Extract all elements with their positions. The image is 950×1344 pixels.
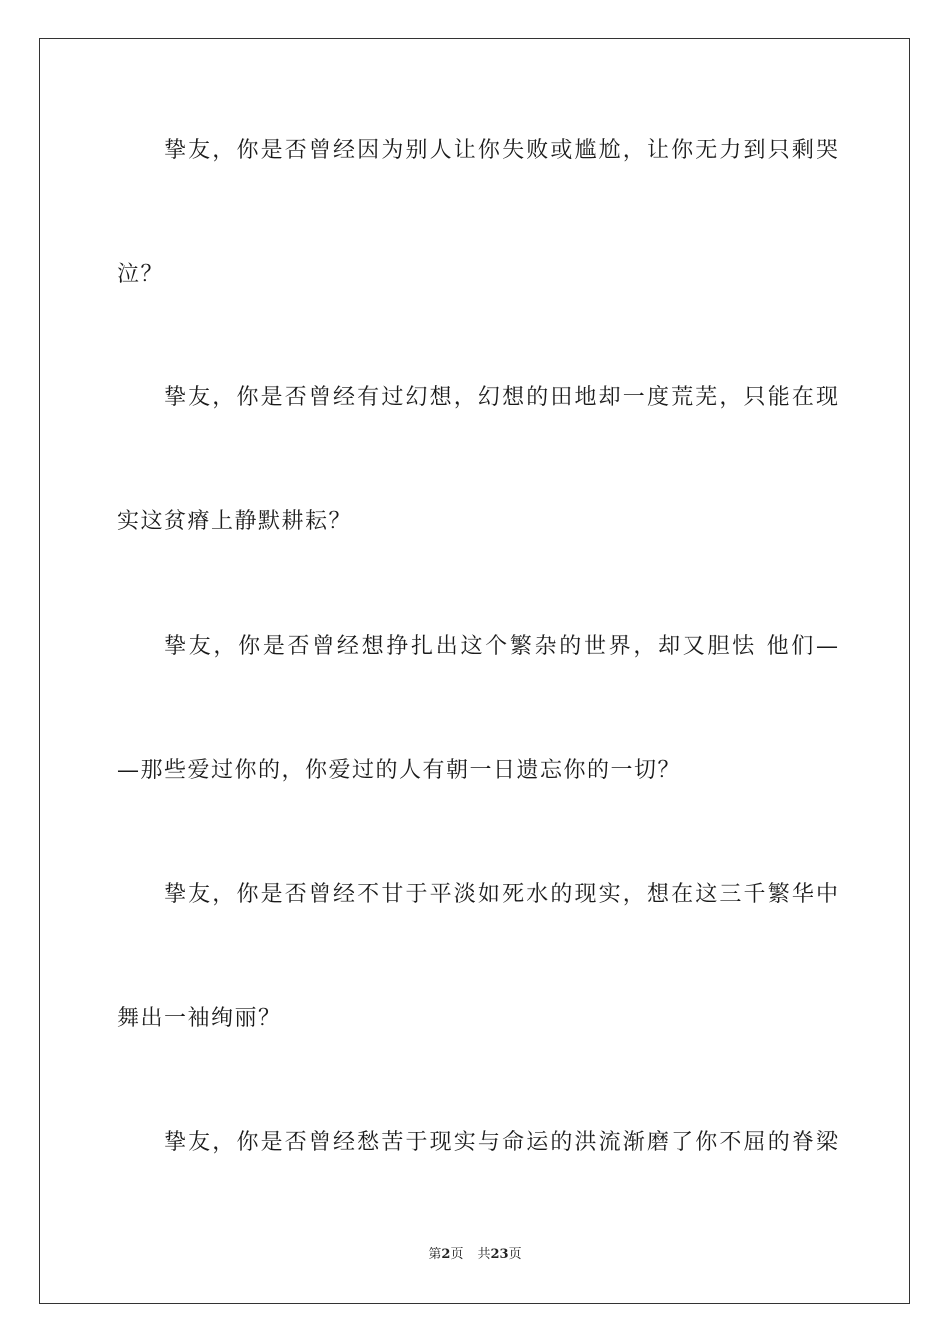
page-number: 2 — [441, 1247, 451, 1262]
total-suffix: 页 — [508, 1247, 522, 1262]
paragraph-5-line-1: 挚友，你是否曾经愁苦于现实与命运的洪流渐磨了你不屈的脊梁 — [164, 1130, 838, 1155]
paragraph-4-line-1: 挚友，你是否曾经不甘于平淡如死水的现实，想在这三千繁华中 — [164, 882, 838, 907]
page-suffix: 页 — [450, 1247, 464, 1262]
paragraph-2-line-2: 实这贫瘠上静默耕耘？ — [117, 509, 353, 534]
page-prefix: 第 — [428, 1247, 442, 1262]
page-footer — [0, 1246, 950, 1264]
paragraph-1-line-2: 泣？ — [117, 262, 165, 287]
total-pages: 23 — [490, 1247, 509, 1262]
total-prefix: 共 — [477, 1247, 491, 1262]
paragraph-2-line-1: 挚友，你是否曾经有过幻想，幻想的田地却一度荒芜，只能在现 — [164, 385, 838, 410]
paragraph-3-line-2: —那些爱过你的，你爱过的人有朝一日遗忘你的一切？ — [117, 758, 682, 783]
page-frame — [39, 38, 910, 1304]
paragraph-1-line-1: 挚友，你是否曾经因为别人让你失败或尴尬，让你无力到只剩哭 — [164, 138, 838, 163]
paragraph-4-line-2: 舞出一袖绚丽？ — [117, 1006, 282, 1031]
paragraph-3-line-1: 挚友，你是否曾经想挣扎出这个繁杂的世界，却又胆怯 他们— — [164, 634, 838, 659]
